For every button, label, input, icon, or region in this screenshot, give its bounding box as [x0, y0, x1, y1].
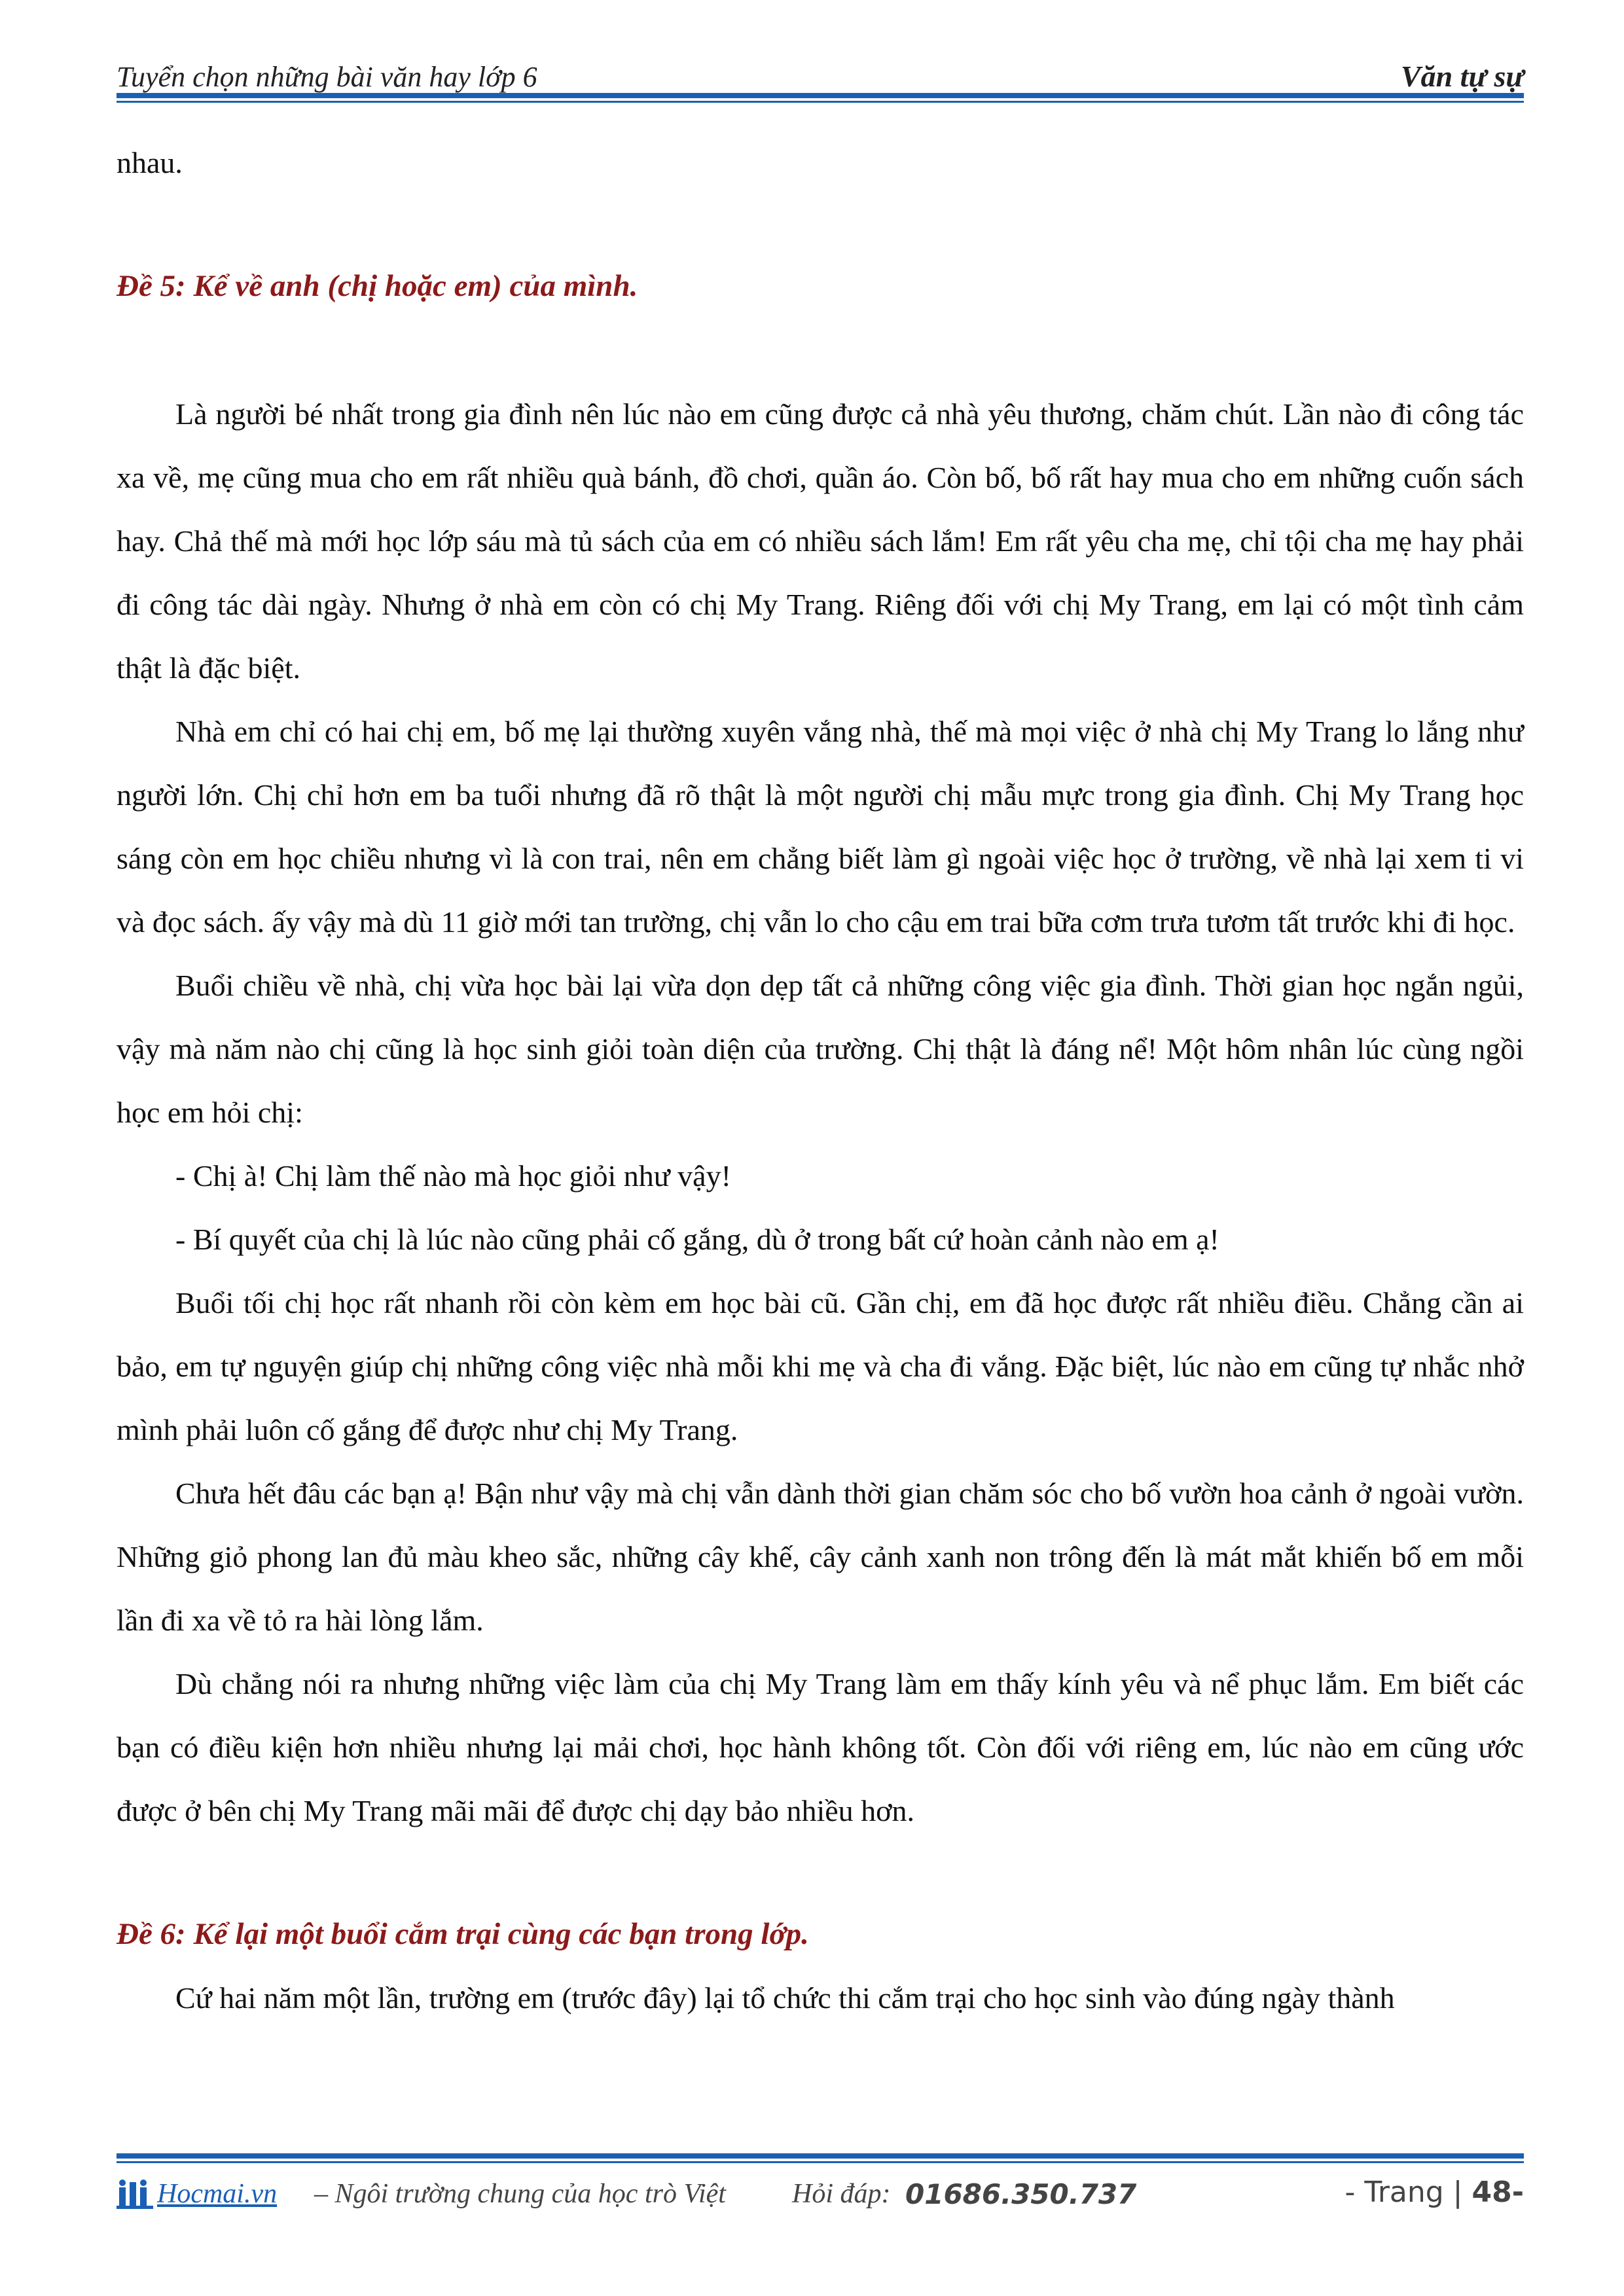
de5-dialogue-line: - Chị à! Chị làm thế nào mà học giỏi như vậy!: [175, 1159, 731, 1193]
footer-tagline: – Ngôi trường chung của học trò Việt: [314, 2179, 726, 2209]
intro-fragment: nhau.: [117, 146, 183, 179]
de5-paragraph: Nhà em chỉ có hai chị em, bố mẹ lại thường xuyên vắng nhà, thế mà mọi việc ở nhà chị My Trang lo lắng như người lớn. Chị chỉ hơn em ba tuổi nhưng đã rõ thật là một người chị mẫu mực trong gia đình. Chị My Trang học sáng còn em học chiều nhưng vì là con trai, nên em chẳng biết làm gì ngoài việc học ở trường, về nhà lại xem ti vi và đọc sách. ấy vậy mà dù 11 giờ mới tan trường, chị vẫn lo cho cậu em trai bữa cơm trưa tươm tất trước khi đi học.: [117, 715, 1524, 939]
footer-divider: [117, 2153, 1524, 2159]
de5-paragraph: Chưa hết đâu các bạn ạ! Bận như vậy mà chị vẫn dành thời gian chăm sóc cho bố vườn hoa cảnh ở ngoài vườn. Những giỏ phong lan đủ màu kheo sắc, những cây khế, cây cảnh xanh non trông đến là mát mắt khiến bố em mỗi lần đi xa về tỏ ra hài lòng lắm.: [117, 1477, 1524, 1637]
page-footer: [117, 2174, 1524, 2220]
footer-hotline-label: Hỏi đáp:: [792, 2179, 891, 2209]
document-title: Tuyển chọn những bài văn hay lớp 6: [117, 61, 537, 93]
page-number-value: 48-: [1471, 2176, 1524, 2209]
de5-paragraph: Dù chẳng nói ra nhưng những việc làm của chị My Trang làm em thấy kính yêu và nể phục lắm. Em biết các bạn có điều kiện hơn nhiều nhưng lại mải chơi, học hành không tốt. Còn đối với riêng em, lúc nào em cũng ước được ở bên chị My Trang mãi mãi để được chị dạy bảo nhiều hơn.: [117, 1667, 1524, 1827]
footer-site-link[interactable]: Hocmai.vn: [157, 2179, 278, 2209]
hocmai-logo-icon: [117, 2178, 156, 2210]
page-number: [1345, 2176, 1524, 2209]
header-divider-thin: [117, 101, 1524, 103]
section-title: Văn tự sự: [1400, 60, 1524, 93]
footer-divider-thin: [117, 2161, 1524, 2163]
header-divider: [117, 93, 1524, 98]
de5-paragraph: Buổi chiều về nhà, chị vừa học bài lại vừa dọn dẹp tất cả những công việc gia đình. Thời gian học ngắn ngủi, vậy mà năm nào chị cũng là học sinh giỏi toàn diện của trường. Chị thật là đáng nể! Một hôm nhân lúc cùng ngồi học em hỏi chị:: [117, 969, 1524, 1129]
de6-paragraph: Cứ hai năm một lần, trường em (trước đây) lại tổ chức thi cắm trại cho học sinh vào đúng ngày thành: [175, 1981, 1395, 2015]
de5-dialogue-line: - Bí quyết của chị là lúc nào cũng phải cố gắng, dù ở trong bất cứ hoàn cảnh nào em ạ!: [175, 1223, 1219, 1256]
de5-paragraph: Là người bé nhất trong gia đình nên lúc nào em cũng được cả nhà yêu thương, chăm chút. Lần nào đi công tác xa về, mẹ cũng mua cho em rất nhiều quà bánh, đồ chơi, quần áo. Còn bố, bố rất hay mua cho em những cuốn sách hay. Chả thế mà mới học lớp sáu mà tủ sách của em có nhiều sách lắm! Em rất yêu cha mẹ, chỉ tội cha mẹ hay phải đi công tác dài ngày. Nhưng ở nhà em còn có chị My Trang. Riêng đối với chị My Trang, em lại có một tình cảm thật là đặc biệt.: [117, 397, 1524, 685]
footer-hotline-number: 01686.350.737: [905, 2178, 1137, 2210]
de5-heading: Đề 5: Kể về anh (chị hoặc em) của mình.: [117, 269, 638, 303]
de5-paragraph: Buổi tối chị học rất nhanh rồi còn kèm em học bài cũ. Gần chị, em đã học được rất nhiều điều. Chẳng cần ai bảo, em tự nguyện giúp chị những công việc nhà mỗi khi mẹ và cha đi vắng. Đặc biệt, lúc nào em cũng tự nhắc nhở mình phải luôn cố gắng để được như chị My Trang.: [117, 1286, 1524, 1446]
page-prefix: - Trang |: [1344, 2176, 1463, 2209]
document-body: [117, 131, 1524, 2030]
de6-heading: Đề 6: Kể lại một buổi cắm trại cùng các bạn trong lớp.: [117, 1917, 809, 1951]
